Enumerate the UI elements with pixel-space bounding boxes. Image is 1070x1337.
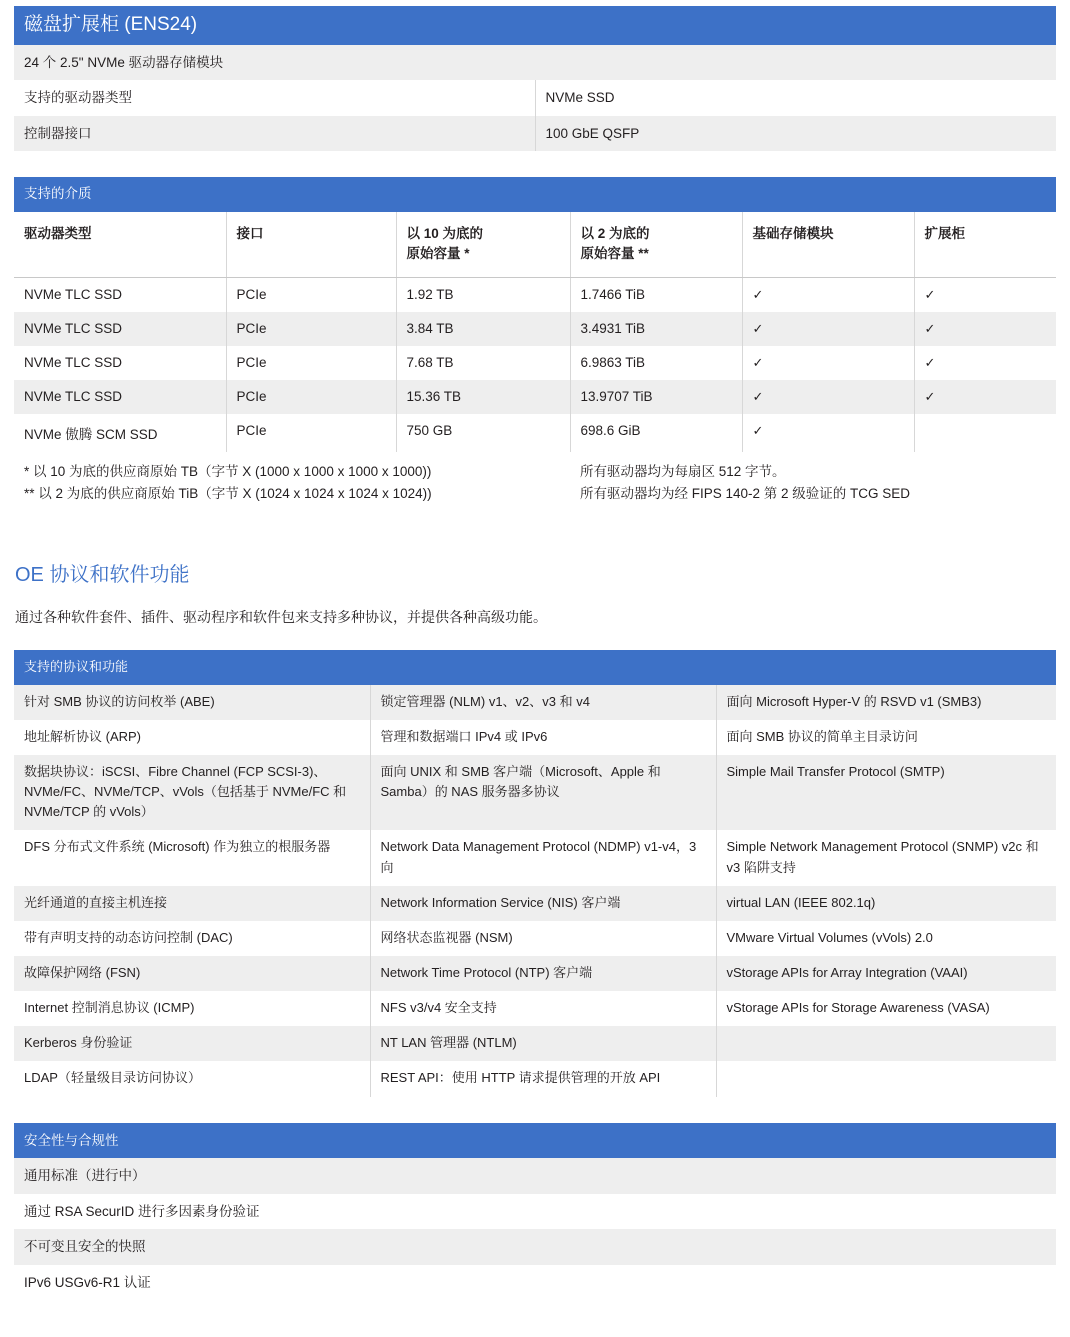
media-row-2-interface: PCIe (226, 346, 396, 380)
table-row (14, 380, 1056, 414)
disk-shelf-title-row (14, 6, 1056, 45)
table-row (14, 1061, 1056, 1096)
column-header-interface (226, 212, 396, 278)
protocol-cell: 带有声明支持的动态访问控制 (DAC) (24, 929, 233, 945)
table-row (14, 346, 1056, 380)
table-row (14, 1026, 1056, 1061)
security-compliance-table (14, 1123, 1056, 1301)
column-header-base-module (742, 212, 914, 278)
column-header-drive-type-line1: 驱动器类型 (24, 226, 92, 242)
protocol-cell: 故障保护网络 (FSN) (14, 956, 370, 991)
protocol-cell: Network Information Service (NIS) 客户端 (370, 886, 716, 921)
column-header-drive-type (14, 212, 226, 278)
table-row (14, 1158, 1056, 1194)
media-footnote-base2: ** 以 2 为底的供应商原始 TiB（字节 X (1024 x 1024 x 1024 x 1024)) (24, 486, 432, 502)
protocol-cell: 面向 Microsoft Hyper-V 的 RSVD v1 (SMB3) (716, 685, 1056, 720)
media-row-0-base-check: ✓ (742, 278, 914, 313)
security-compliance-title: 安全性与合规性 (14, 1123, 1056, 1159)
protocol-cell (716, 1061, 1056, 1096)
table-row (14, 312, 1056, 346)
supported-media-title-row (14, 177, 1056, 212)
media-row-4-base10: 750 GB (396, 414, 570, 452)
table-row (14, 80, 1056, 116)
column-header-base10-line2: 原始容量 * (406, 245, 470, 261)
media-row-0-type: NVMe TLC SSD (24, 287, 123, 303)
supported-media-header-row (14, 212, 1056, 278)
column-header-base10 (396, 212, 570, 278)
protocol-cell: VMware Virtual Volumes (vVols) 2.0 (716, 921, 1056, 956)
protocol-cell: virtual LAN (IEEE 802.1q) (716, 886, 1056, 921)
media-row-2-shelf-check: ✓ (914, 346, 1056, 380)
media-row-2-type: NVMe TLC SSD (24, 355, 123, 371)
security-row-3: IPv6 USGv6-R1 认证 (14, 1265, 1056, 1301)
protocol-cell: Simple Network Management Protocol (SNMP) v2c 和 v3 陷阱支持 (716, 830, 1056, 885)
table-row (14, 1229, 1056, 1265)
column-header-expansion-shelf (914, 212, 1056, 278)
protocol-cell: NT LAN 管理器 (NTLM) (370, 1026, 716, 1061)
protocol-cell: Kerberos 身份验证 (14, 1026, 370, 1061)
media-row-1-type: NVMe TLC SSD (14, 312, 226, 346)
media-row-3-interface: PCIe (226, 380, 396, 414)
supported-media-title: 支持的介质 (14, 177, 1056, 212)
media-footnote-right (570, 452, 1056, 513)
oe-section-description: 通过各种软件套件、插件、驱动程序和软件包来支持多种协议，并提供各种高级功能。 (15, 608, 547, 625)
protocol-cell: REST API：使用 HTTP 请求提供管理的开放 API (370, 1061, 716, 1096)
disk-shelf-table (14, 6, 1056, 151)
media-row-1-base2: 3.4931 TiB (570, 312, 742, 346)
protocol-cell: 地址解析协议 (ARP) (24, 728, 142, 744)
media-footnote-sector: 所有驱动器均为每扇区 512 字节。 (580, 464, 786, 480)
media-row-3-shelf-check: ✓ (914, 380, 1056, 414)
protocol-cell: 针对 SMB 协议的访问枚举 (ABE) (14, 685, 370, 720)
supported-media-table (14, 177, 1056, 513)
protocol-cell: vStorage APIs for Array Integration (VAAI) (716, 956, 1056, 991)
protocol-cell: Network Time Protocol (NTP) 客户端 (370, 956, 716, 991)
table-row (14, 886, 1056, 921)
protocol-cell: 面向 SMB 协议的简单主目录访问 (716, 720, 1056, 755)
protocol-cell: Network Data Management Protocol (NDMP) v1-v4，3 向 (370, 830, 716, 885)
protocol-cell: LDAP（轻量级目录访问协议） (24, 1070, 201, 1086)
protocol-cell: 面向 UNIX 和 SMB 客户端（Microsoft、Apple 和 Samba）的 NAS 服务器多协议 (370, 755, 716, 830)
table-row (14, 1265, 1056, 1301)
media-row-3-base2: 13.9707 TiB (570, 380, 742, 414)
table-row (14, 45, 1056, 81)
media-row-0-base2: 1.7466 TiB (570, 278, 742, 313)
media-footnotes-row (14, 452, 1056, 513)
media-row-3-base10: 15.36 TB (396, 380, 570, 414)
media-row-4-base2: 698.6 GiB (570, 414, 742, 452)
document-page (0, 6, 1070, 1337)
protocol-cell: NFS v3/v4 安全支持 (370, 991, 716, 1026)
media-row-4-interface: PCIe (226, 414, 396, 452)
supported-protocols-table (14, 650, 1056, 1097)
media-row-1-base10: 3.84 TB (396, 312, 570, 346)
protocol-cell (716, 1026, 1056, 1061)
table-row (14, 755, 1056, 830)
bottom-spacer (14, 1300, 1056, 1310)
media-row-3-base-check: ✓ (742, 380, 914, 414)
protocol-cell: 数据块协议：iSCSI、Fibre Channel (FCP SCSI-3)、NVMe/FC、NVMe/TCP、vVols（包括基于 NVMe/FC 和 NVMe/TCP 的 vVols） (14, 755, 370, 830)
disk-shelf-row-1-label: 支持的驱动器类型 (14, 80, 535, 116)
column-header-interface-line1: 接口 (236, 226, 264, 242)
security-row-0: 通用标准（进行中） (14, 1158, 1056, 1194)
table-row (14, 921, 1056, 956)
column-header-base2-line2: 原始容量 ** (580, 245, 649, 261)
table-row (14, 956, 1056, 991)
disk-shelf-row-2-label: 控制器接口 (14, 116, 535, 152)
table-row (14, 720, 1056, 755)
supported-protocols-title-row (14, 650, 1056, 685)
table-row (14, 830, 1056, 885)
media-row-2-base2: 6.9863 TiB (570, 346, 742, 380)
media-row-1-interface: PCIe (226, 312, 396, 346)
media-row-0-base10: 1.92 TB (396, 278, 570, 313)
table-row (14, 414, 1056, 452)
media-row-4-type: NVMe 傲腾 SCM SSD (24, 427, 158, 443)
protocol-cell: DFS 分布式文件系统 (Microsoft) 作为独立的根服务器 (24, 839, 331, 855)
protocol-cell: vStorage APIs for Storage Awareness (VASA) (716, 991, 1056, 1026)
protocol-cell: Simple Mail Transfer Protocol (SMTP) (716, 755, 1056, 830)
disk-shelf-row-0-label: 24 个 2.5" NVMe 驱动器存储模块 (14, 45, 1056, 81)
column-header-base2-line1: 以 2 为底的 (580, 226, 650, 242)
security-row-2: 不可变且安全的快照 (14, 1229, 1056, 1265)
column-header-base-module-line1: 基础存储模块 (752, 226, 834, 242)
media-row-1-shelf-check: ✓ (914, 312, 1056, 346)
oe-section-heading: OE 协议和软件功能 (15, 563, 190, 586)
table-row (14, 991, 1056, 1026)
protocol-cell: 锁定管理器 (NLM) v1、v2、v3 和 v4 (370, 685, 716, 720)
media-row-2-base-check: ✓ (742, 346, 914, 380)
column-header-base10-line1: 以 10 为底的 (406, 226, 484, 242)
protocol-cell: Internet 控制消息协议 (ICMP) (24, 1000, 195, 1016)
disk-shelf-row-2-value: 100 GbE QSFP (535, 116, 1056, 152)
media-row-0-interface: PCIe (226, 278, 396, 313)
disk-shelf-title: 磁盘扩展柜 (ENS24) (14, 6, 1056, 45)
supported-protocols-title: 支持的协议和功能 (14, 650, 1056, 685)
security-row-1: 通过 RSA SecurID 进行多因素身份验证 (14, 1194, 1056, 1230)
column-header-expansion-shelf-line1: 扩展柜 (924, 226, 965, 242)
table-row (14, 1194, 1056, 1230)
media-footnote-base10: * 以 10 为底的供应商原始 TB（字节 X (1000 x 1000 x 1000 x 1000)) (24, 464, 432, 480)
table-row (14, 685, 1056, 720)
column-header-base2 (570, 212, 742, 278)
protocol-cell: 光纤通道的直接主机连接 (14, 886, 370, 921)
table-row (14, 116, 1056, 152)
media-row-4-base-check: ✓ (742, 414, 914, 452)
disk-shelf-row-1-value: NVMe SSD (535, 80, 1056, 116)
media-row-3-type: NVMe TLC SSD (14, 380, 226, 414)
media-footnote-left (14, 452, 570, 513)
media-row-2-base10: 7.68 TB (396, 346, 570, 380)
media-row-0-shelf-check: ✓ (914, 278, 1056, 313)
media-footnote-fips: 所有驱动器均为经 FIPS 140-2 第 2 级验证的 TCG SED (580, 486, 911, 502)
protocol-cell: 网络状态监视器 (NSM) (370, 921, 716, 956)
security-title-row (14, 1123, 1056, 1159)
media-row-4-shelf-check (914, 414, 1056, 452)
table-row (14, 278, 1056, 313)
protocol-cell: 管理和数据端口 IPv4 或 IPv6 (370, 720, 716, 755)
media-row-1-base-check: ✓ (742, 312, 914, 346)
